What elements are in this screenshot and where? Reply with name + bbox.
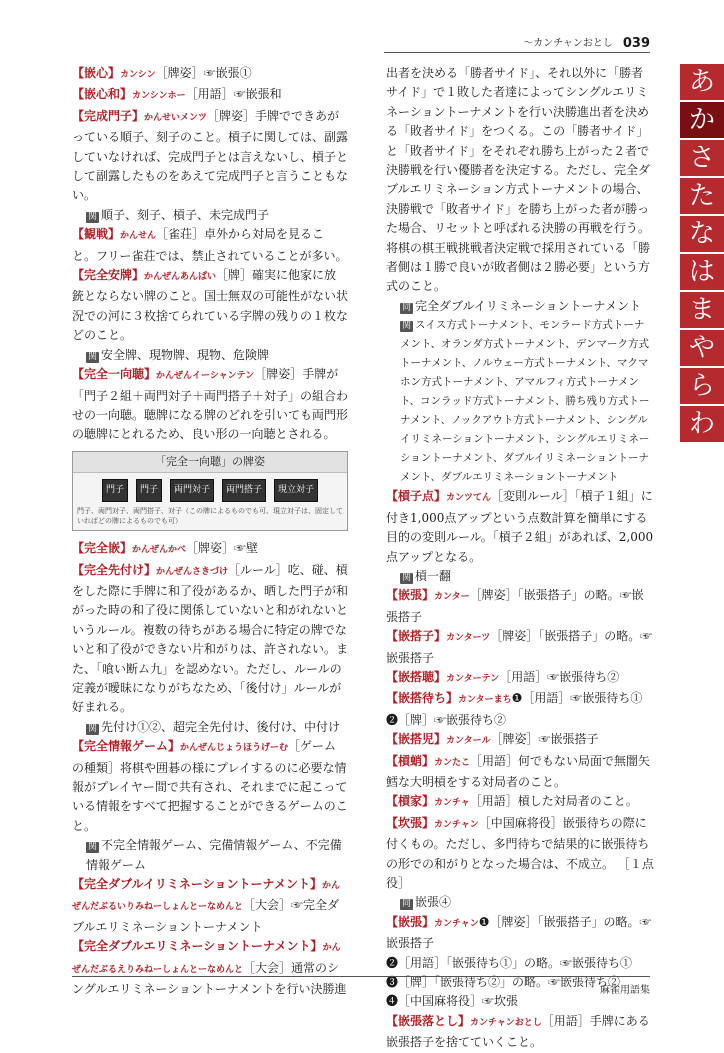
entry-reading: カンチャ: [434, 798, 470, 809]
entry-reading: カンターツ: [446, 633, 491, 644]
entry-headword: 【嵌搭児】: [386, 732, 447, 747]
related-tag: 関: [88, 351, 98, 362]
entry: [386, 792, 654, 813]
entry-definition: ❶［牌姿］「嵌張搭子」の略。☞嵌張搭子: [386, 914, 652, 951]
tile-group: 現立対子: [274, 479, 318, 502]
entry-headword: 【完全先付け】: [72, 562, 157, 577]
header-section: ～カンチャンおとし: [523, 38, 613, 49]
entry-headword: 【坎張】: [386, 815, 435, 830]
index-tab[interactable]: は: [680, 254, 724, 290]
entry-headword: 【完全情報ゲーム】: [72, 739, 181, 754]
related-text: 槓一翻: [415, 568, 452, 583]
entry-headword: 【槓家】: [386, 794, 435, 809]
entry: [386, 689, 654, 710]
entry-definition: ［用語］☞嵌張待ち②: [499, 669, 620, 684]
related-terms: [400, 297, 654, 316]
index-tab[interactable]: ら: [680, 368, 724, 404]
entry: [72, 107, 348, 206]
related-terms: [400, 316, 654, 487]
entry-headword: 【嵌心】: [72, 66, 121, 80]
running-header: [384, 30, 650, 53]
entry-reading: かんぜんじょうほうげーむ: [180, 743, 289, 754]
entry-headword: 【観戦】: [72, 227, 121, 242]
entry-reading: かんぜんだぶるいりみねーしょんとーなめんと: [72, 881, 340, 913]
entry-continued: 出者を決める「勝者サイド」、それ以外に「勝者サイド」で１敗した者達によってシングルエリミネーショントーナメントを行い決勝進出者を決める「敗者サイド」をつくる。この「勝者サイド」と「敗者サイド」をそれぞれ勝ち上がった２者で決勝戦を行い優勝者を決定する。ただし、完全ダブルエリミネーション方式トーナメントの場合、決勝戦で「敗者サイド」を勝ち上がった者が勝った場合、リセットと呼ばれる決勝の再戦を行う。将棋の棋王戦挑戦者決定戦で採用されている「勝者側は１勝で良いが敗者側は２勝必要」という方式のこと。: [386, 66, 651, 294]
tile-group: 門子: [136, 479, 162, 502]
entry-reading: カンツてん: [446, 493, 492, 504]
related-text: 不完全情報ゲーム、完備情報ゲーム、不完備情報ゲーム: [86, 838, 342, 872]
book-title: 麻雀用語集: [600, 985, 650, 996]
entry-definition: ［ゲームの種類］将棋や囲碁の様にプレイするのに必要な情報がプレイヤー間で共有され、それまでに起こっている情報をすべて把握することができるゲームのこと。: [72, 739, 348, 833]
entry-definition: ［用語］何でもない局面で無闇矢鱈な大明槓をする対局者のこと。: [386, 753, 651, 789]
related-tag: 関: [402, 321, 412, 332]
entry-sense: ❹［中国麻将役］☞坎張: [386, 994, 519, 1009]
tile-group: 両門搭子: [222, 479, 266, 502]
entry-reading: かんぜんあんぱい: [144, 272, 217, 283]
entry-reading: カンシンホー: [132, 91, 186, 102]
index-tab[interactable]: か: [680, 102, 724, 138]
entry-headword: 【嵌搭聴】: [386, 669, 447, 684]
entry-headword: 【嵌張】: [386, 588, 435, 603]
related-tag: 同: [402, 302, 412, 313]
entry-reading: カンタール: [446, 736, 491, 747]
index-tab[interactable]: あ: [680, 64, 724, 100]
entry-headword: 【嵌搭待ち】: [386, 691, 459, 706]
entry-definition: ［変則ルール］「槓子１組」に付き1,000点アップという点数計算を簡単にする目的の変則ルール。「槓子２組」があれば、2,000点アップとなる。: [386, 489, 654, 564]
related-text: スイス方式トーナメント、モンラード方式トーナメント、オランダ方式トーナメント、デンマーク方式トーナメント、ノルウェー方式トーナメント、マクマホン方式トーナメント、アマルフィ方式トーナメント、コンラッド方式トーナメント、勝ち残り方式トーナメント、ノックアウト方式トーナメント、シングルイリミネーショントーナメント、シングルエリミネーショントーナメント、ダブルイリミネーショントーナメント、ダブルエリミネーショントーナメント: [400, 319, 650, 484]
related-terms: [86, 836, 348, 875]
entry-headword: 【完全ダブルイリミネーショントーナメント】: [72, 877, 322, 892]
entry: [386, 913, 654, 954]
hand-diagram-title: 「完全一向聴」の牌姿: [73, 452, 347, 473]
entry-definition: ［大会］通常のシングルエリミネーショントーナメントを行い決勝進: [72, 960, 347, 997]
page-footer: [72, 976, 650, 996]
entry: [386, 627, 654, 668]
entry-definition: ［牌姿］「嵌張搭子」の略。☞嵌張搭子: [386, 629, 653, 665]
entry: [72, 64, 348, 85]
entry-reading: かんぜんイーシャンテン: [156, 371, 255, 382]
entry: [386, 64, 654, 297]
related-tag: 関: [88, 842, 98, 853]
entry: [72, 225, 348, 266]
entry: [72, 875, 348, 937]
entry-definition: ［用語］手牌にある嵌張搭子を捨てていくこと。: [386, 1013, 650, 1050]
entry-sense: ❷［用語］「嵌張待ち①」の略。☞嵌張待ち①: [386, 955, 633, 970]
related-text: 嵌張④: [415, 895, 452, 910]
entry: [72, 266, 348, 346]
entry-definition: ［用語］槓した対局者のこと。: [469, 794, 638, 809]
entry-definition: ［牌姿］手牌でできあがっている順子、刻子のこと。槓子に関しては、副露していなければ、完成門子とは言えないし、槓子として副露したものをあえて完成門子と言うこともない。: [72, 108, 349, 203]
entry-reading: かんぜんだぶるえりみねーしょんとーなめんと: [72, 943, 341, 975]
entry-sense: ❷［牌］☞嵌張待ち②: [386, 712, 507, 727]
entry-sense: ❸［牌］「嵌張待ち②」の略。☞嵌張待ち②: [386, 975, 621, 990]
entry: [72, 737, 348, 836]
entry-definition: ［用語］☞嵌張和: [185, 87, 282, 102]
entry-headword: 【嵌張】: [386, 914, 435, 929]
entry-reading: かんせん: [120, 231, 157, 242]
entry-reading: カンたこ: [434, 757, 471, 768]
related-terms: [86, 346, 348, 365]
entry-headword: 【槓子点】: [386, 489, 447, 504]
related-terms: [400, 567, 654, 586]
tile-group: 門子: [102, 479, 128, 502]
entry: [386, 711, 654, 730]
related-text: 順子、刻子、槓子、未完成門子: [101, 207, 270, 222]
entry-headword: 【嵌張落とし】: [386, 1013, 471, 1028]
entry-headword: 【完全ダブルエリミネーショントーナメント】: [72, 939, 323, 954]
entry-definition: ［牌姿］「嵌張搭子」の略。☞嵌張搭子: [386, 588, 644, 624]
index-tab[interactable]: わ: [680, 406, 724, 442]
index-tab[interactable]: さ: [680, 140, 724, 176]
entry-definition: ［中国麻将役］嵌張待ちの際に付くもの。ただし、多門待ちで結果的に嵌張待ちの形での和がりとなった場合は、不成立。 ［１点役］: [386, 815, 654, 890]
entry: [386, 954, 654, 973]
index-tab[interactable]: た: [680, 178, 724, 214]
index-tab[interactable]: な: [680, 216, 724, 252]
related-terms: [86, 718, 348, 737]
related-tag: 関: [88, 723, 98, 734]
entry-definition: ［ルール］吃、碰、槓をした際に手牌に和了役があるか、晒した門子が和がった時の和了役に関係していないと和がれないというルール。複数の待ちがある場合に特定の牌でないと和了役ができない片和がりは、許されない。また、「喰い断ム九」を認めない。ただし、ルールの定義が曖昧になりがちなため、「後付け」ルールが好まれる。: [72, 562, 349, 715]
hand-diagram-tiles: [73, 473, 347, 504]
entry-headword: 【完全安牌】: [72, 268, 145, 283]
entry-reading: カンター: [434, 592, 470, 603]
entry-headword: 【嵌搭子】: [386, 629, 447, 644]
entry-headword: 【槓蛸】: [386, 753, 435, 768]
entry-headword: 【嵌心和】: [72, 87, 133, 102]
entry: [386, 752, 654, 793]
entry-reading: かんせいメンツ: [144, 112, 208, 123]
entry-definition: ［牌姿］☞嵌張搭子: [490, 732, 599, 747]
entry-reading: カンチャン: [434, 819, 479, 830]
related-terms: [400, 893, 654, 912]
entry: [72, 561, 348, 718]
related-terms: [86, 206, 348, 225]
entry-reading: カンシン: [120, 70, 156, 80]
entry: [386, 1012, 654, 1053]
index-tab[interactable]: ま: [680, 292, 724, 328]
entry-reading: カンターまち: [458, 695, 512, 706]
index-tab[interactable]: や: [680, 330, 724, 366]
page-number: 039: [622, 36, 650, 51]
related-tag: 関: [88, 211, 98, 222]
entry-definition: ［牌姿］手牌が「門子２組＋両門対子＋両門搭子＋対子」の組合わせの一向聴。聴牌になる牌のどれを引いても両門形の聴牌にとれるため、良い形の一向聴とされる。: [72, 367, 349, 442]
entry: [72, 539, 348, 560]
entry-definition: ❶［用語］☞嵌張待ち①: [511, 691, 643, 706]
entry-reading: かんぜんさきづけ: [156, 566, 229, 577]
index-tabs: [680, 64, 724, 444]
entry-headword: 【完全嵌】: [72, 541, 133, 556]
related-text: 安全牌、現物牌、現物、危険牌: [101, 347, 270, 362]
related-text: 先付け①②、超完全先付け、後付け、中付け: [101, 719, 341, 734]
related-tag: 関: [402, 572, 412, 583]
entry-headword: 【完成門子】: [72, 108, 145, 123]
entry-definition: ［牌］確実に他家に放銃とならない牌のこと。国士無双の可能性がない状況での河に３枚捨てられている字牌の残りの１枚などのこと。: [72, 268, 349, 343]
entry-headword: 【完全一向聴】: [72, 367, 157, 382]
right-column: [386, 64, 654, 1053]
related-tag: 同: [402, 899, 412, 910]
entry-definition: ［大会］☞完全ダブルエリミネーショントーナメント: [72, 898, 340, 934]
entry-definition: ［雀荘］卓外から対局を見ること。フリー雀荘では、禁止されていることが多い。: [72, 227, 348, 263]
entry: [386, 586, 654, 627]
related-text: 完全ダブルイリミネーショントーナメント: [415, 298, 641, 313]
entry-definition: ［牌姿］☞嵌張①: [155, 66, 252, 80]
entry: [386, 814, 654, 894]
entry: [72, 365, 348, 445]
tile-group: 両門対子: [170, 479, 214, 502]
entry: [386, 730, 654, 751]
entry-reading: かんぜんかべ: [132, 545, 187, 556]
entry: [386, 668, 654, 689]
left-column: [72, 64, 348, 999]
entry-reading: カンチャンおとし: [470, 1017, 542, 1028]
hand-diagram-box: [72, 451, 348, 531]
entry-reading: カンターテン: [446, 673, 500, 684]
entry: [386, 487, 654, 567]
entry-definition: ［牌姿］☞壁: [186, 541, 259, 556]
hand-diagram-note: 門子、両門対子、両門搭子、対子（この牌によるものでも可、現立対子は、固定していればどの牌によるものでも可）: [77, 507, 343, 526]
entry: [72, 85, 348, 106]
entry-reading: カンチャン: [434, 918, 479, 929]
